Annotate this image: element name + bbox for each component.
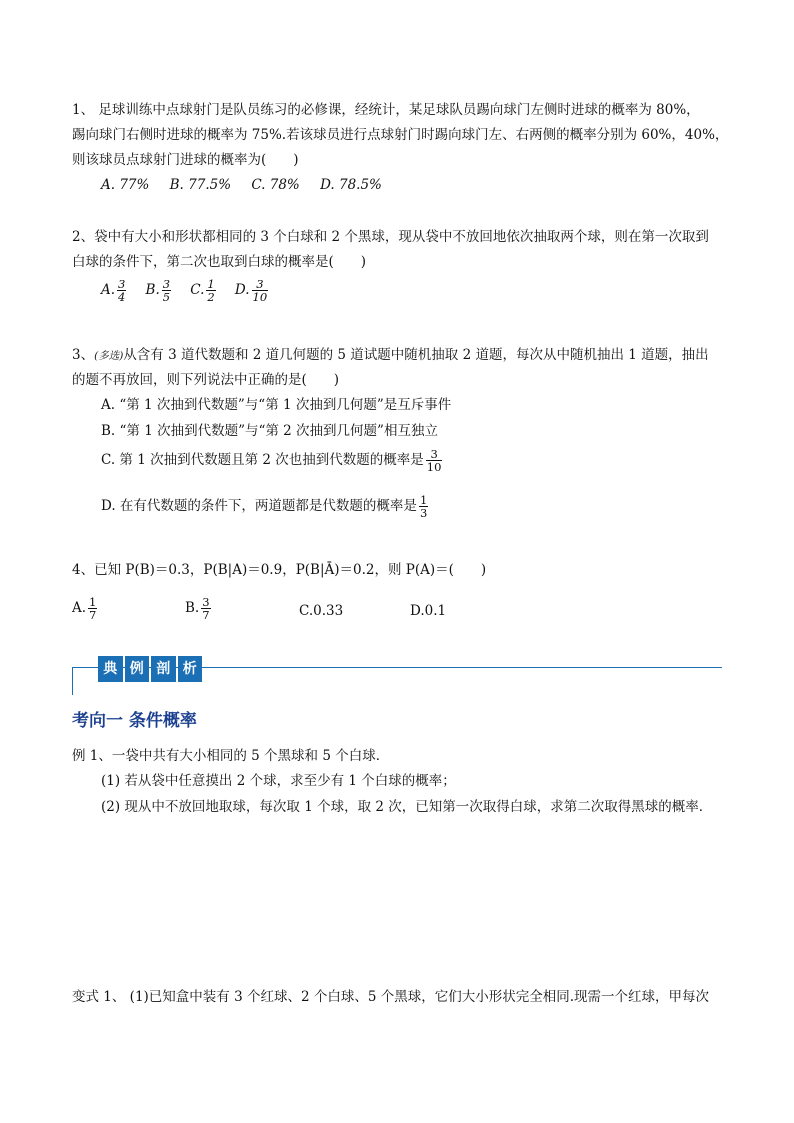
banner-char-3: 剖 [151, 656, 176, 682]
example1-part-1: (1) 若从袋中任意摸出 2 个球，求至少有 1 个白球的概率； [101, 773, 456, 789]
variant1-text: 变式 1、 (1)已知盒中装有 3 个红球、2 个白球、5 个黑球，它们大小形状完全相同.现需一个红球，甲每次 [72, 989, 710, 1005]
q1-option-d: D. 78.5% [320, 177, 382, 193]
q2-option-a: A. $\frac{3}{4}$ [101, 277, 126, 304]
q2-option-d: D. $\frac{3}{10}$ [234, 277, 268, 304]
q3-option-b: B. “第 1 次抽到代数题”与“第 2 次抽到几何题”相互独立 [101, 423, 438, 439]
q4-option-b: B. $\frac{3}{7}$ [185, 595, 210, 622]
banner-char-2: 例 [125, 656, 150, 682]
section-banner-tick [72, 667, 73, 695]
example1-stem: 例 1、一袋中共有大小相同的 5 个黑球和 5 个白球． [72, 748, 390, 764]
q3-line-2: 的题不再放回，则下列说法中正确的是( ) [72, 372, 340, 388]
q1-line-2: 踢向球门右侧时进球的概率为 75%.若该球员进行点球射门时踢向球门左、右两侧的概率分别为 60%，40%， [72, 127, 729, 143]
q3-option-c: C. 第 1 次抽到代数题且第 2 次也抽到代数题的概率是 $\frac{3}{10}$ [101, 447, 442, 474]
q4-stem: 4、已知 P(B)＝0.3，P(B|A)＝0.9，P(B|Ā)＝0.2，则 P(A)＝( ) [72, 562, 487, 578]
q1-options [101, 176, 398, 194]
q2-option-b: B. $\frac{3}{5}$ [145, 277, 171, 304]
q3-option-d: D. 在有代数题的条件下，两道题都是代数题的概率是 $\frac{1}{3}$ [101, 493, 428, 520]
q4-option-c: C.0.33 [299, 603, 344, 619]
q3-multi-tag: (多选) [94, 350, 124, 362]
banner-char-1: 典 [98, 656, 123, 682]
q2-options [101, 278, 270, 303]
banner-char-4: 析 [178, 656, 203, 682]
q1-line-3: 则该球员点球射门进球的概率为( ) [72, 152, 299, 168]
q1-line-1: 1、 足球训练中点球射门是队员练习的必修课，经统计，某足球队员踢向球门左侧时进球的概率为 80%， [72, 102, 700, 118]
section-title: 考向一 条件概率 [72, 711, 197, 731]
q4-option-d: D.0.1 [410, 603, 447, 619]
q3-option-a: A. “第 1 次抽到代数题”与“第 1 次抽到几何题”是互斥事件 [101, 397, 452, 413]
q4-option-a: A. $\frac{1}{7}$ [72, 595, 97, 622]
q2-line-2: 白球的条件下，第二次也取到白球的概率是( ) [72, 254, 367, 270]
example1-part-2: (2) 现从中不放回地取球，每次取 1 个球，取 2 次，已知第一次取得白球，求第二次取得黑球的概率． [101, 799, 713, 815]
q3-line-1: 3、(多选)从含有 3 道代数题和 2 道几何题的 5 道试题中随机抽取 2 道题，每次从中随机抽出 1 道题，抽出 [72, 347, 709, 363]
q1-option-a: A. 77% [101, 177, 150, 193]
section-banner [98, 656, 202, 682]
q2-line-1: 2、袋中有大小和形状都相同的 3 个白球和 2 个黑球，现从袋中不放回地依次抽取两个球，则在第一次取到 [72, 229, 709, 245]
q1-option-b: B. 77.5% [169, 177, 232, 193]
q2-option-c: C. $\frac{1}{2}$ [190, 277, 215, 304]
q1-option-c: C. 78% [251, 177, 300, 193]
